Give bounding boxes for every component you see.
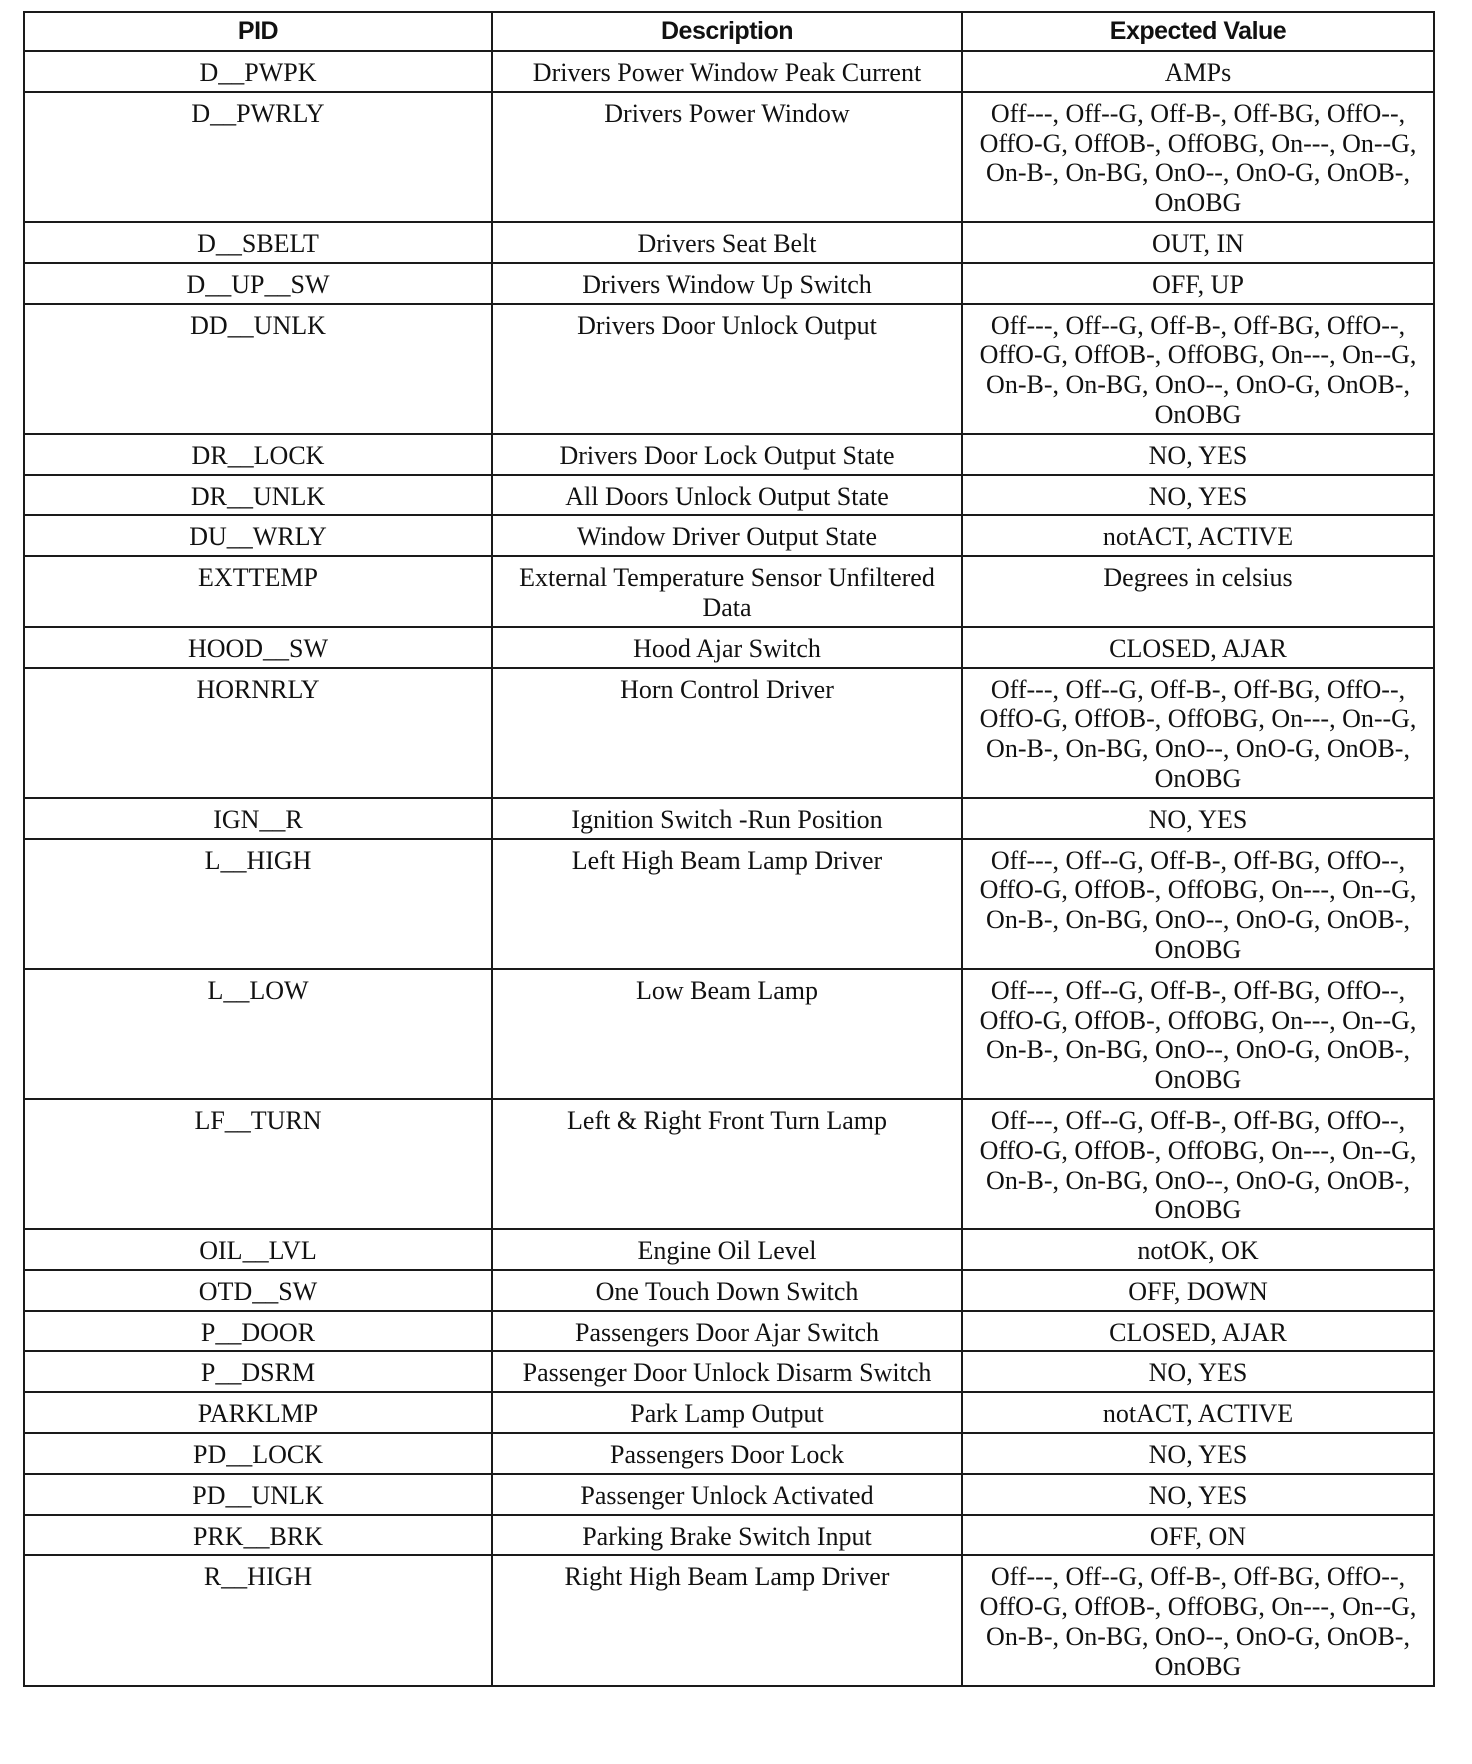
expected-value-cell: NO, YES	[962, 1351, 1434, 1392]
description-cell: Drivers Window Up Switch	[492, 263, 962, 304]
pid-cell: L__LOW	[24, 969, 492, 1099]
table-row	[24, 1351, 1434, 1392]
description-cell: One Touch Down Switch	[492, 1270, 962, 1311]
description-cell: Drivers Door Lock Output State	[492, 434, 962, 475]
table-row	[24, 1229, 1434, 1270]
expected-value-cell: NO, YES	[962, 475, 1434, 516]
description-cell: Drivers Power Window Peak Current	[492, 51, 962, 92]
expected-value-cell: notOK, OK	[962, 1229, 1434, 1270]
description-cell: Right High Beam Lamp Driver	[492, 1555, 962, 1685]
description-cell: External Temperature Sensor Unfiltered Data	[492, 556, 962, 627]
table-row	[24, 1099, 1434, 1229]
expected-value-cell: OFF, ON	[962, 1515, 1434, 1556]
description-cell: Ignition Switch -Run Position	[492, 798, 962, 839]
pid-cell: OTD__SW	[24, 1270, 492, 1311]
table-row	[24, 515, 1434, 556]
pid-cell: R__HIGH	[24, 1555, 492, 1685]
table-row	[24, 1392, 1434, 1433]
expected-value-cell: Off---, Off--G, Off-B-, Off-BG, OffO--, OffO-G, OffOB-, OffOBG, On---, On--G, On-B-, On-BG, OnO--, OnO-G, OnOB-, OnOBG	[962, 969, 1434, 1099]
pid-cell: PRK__BRK	[24, 1515, 492, 1556]
description-cell: Engine Oil Level	[492, 1229, 962, 1270]
description-cell: Left High Beam Lamp Driver	[492, 839, 962, 969]
pid-cell: PD__UNLK	[24, 1474, 492, 1515]
description-cell: Drivers Door Unlock Output	[492, 304, 962, 434]
table-row	[24, 1555, 1434, 1685]
header-description: Description	[492, 12, 962, 51]
pid-cell: EXTTEMP	[24, 556, 492, 627]
pid-cell: HORNRLY	[24, 668, 492, 798]
pid-cell: P__DSRM	[24, 1351, 492, 1392]
header-expected-value: Expected Value	[962, 12, 1434, 51]
description-cell: Parking Brake Switch Input	[492, 1515, 962, 1556]
pid-cell: P__DOOR	[24, 1311, 492, 1352]
table-row	[24, 1270, 1434, 1311]
table-row	[24, 222, 1434, 263]
expected-value-cell: NO, YES	[962, 1474, 1434, 1515]
expected-value-cell: AMPs	[962, 51, 1434, 92]
table-row	[24, 475, 1434, 516]
expected-value-cell: Degrees in celsius	[962, 556, 1434, 627]
table-row	[24, 627, 1434, 668]
pid-cell: PD__LOCK	[24, 1433, 492, 1474]
table-row	[24, 668, 1434, 798]
expected-value-cell: CLOSED, AJAR	[962, 627, 1434, 668]
table-row	[24, 263, 1434, 304]
description-cell: Passengers Door Lock	[492, 1433, 962, 1474]
description-cell: Park Lamp Output	[492, 1392, 962, 1433]
description-cell: Drivers Power Window	[492, 92, 962, 222]
table-row	[24, 556, 1434, 627]
expected-value-cell: Off---, Off--G, Off-B-, Off-BG, OffO--, OffO-G, OffOB-, OffOBG, On---, On--G, On-B-, On-BG, OnO--, OnO-G, OnOB-, OnOBG	[962, 92, 1434, 222]
pid-table-container	[23, 11, 1433, 1687]
table-row	[24, 1515, 1434, 1556]
description-cell: Left & Right Front Turn Lamp	[492, 1099, 962, 1229]
pid-cell: D__PWRLY	[24, 92, 492, 222]
pid-cell: L__HIGH	[24, 839, 492, 969]
description-cell: Horn Control Driver	[492, 668, 962, 798]
description-cell: Passenger Unlock Activated	[492, 1474, 962, 1515]
pid-cell: IGN__R	[24, 798, 492, 839]
expected-value-cell: NO, YES	[962, 1433, 1434, 1474]
table-row	[24, 434, 1434, 475]
table-row	[24, 304, 1434, 434]
pid-cell: DR__LOCK	[24, 434, 492, 475]
description-cell: Passengers Door Ajar Switch	[492, 1311, 962, 1352]
description-cell: Hood Ajar Switch	[492, 627, 962, 668]
description-cell: Window Driver Output State	[492, 515, 962, 556]
expected-value-cell: Off---, Off--G, Off-B-, Off-BG, OffO--, OffO-G, OffOB-, OffOBG, On---, On--G, On-B-, On-BG, OnO--, OnO-G, OnOB-, OnOBG	[962, 304, 1434, 434]
description-cell: Passenger Door Unlock Disarm Switch	[492, 1351, 962, 1392]
pid-cell: D__UP__SW	[24, 263, 492, 304]
expected-value-cell: Off---, Off--G, Off-B-, Off-BG, OffO--, OffO-G, OffOB-, OffOBG, On---, On--G, On-B-, On-BG, OnO--, OnO-G, OnOB-, OnOBG	[962, 668, 1434, 798]
expected-value-cell: Off---, Off--G, Off-B-, Off-BG, OffO--, OffO-G, OffOB-, OffOBG, On---, On--G, On-B-, On-BG, OnO--, OnO-G, OnOB-, OnOBG	[962, 1555, 1434, 1685]
table-row	[24, 1433, 1434, 1474]
header-pid: PID	[24, 12, 492, 51]
pid-cell: DU__WRLY	[24, 515, 492, 556]
header-row	[24, 12, 1434, 51]
pid-cell: D__SBELT	[24, 222, 492, 263]
table-row	[24, 51, 1434, 92]
table-row	[24, 1474, 1434, 1515]
pid-cell: OIL__LVL	[24, 1229, 492, 1270]
description-cell: Low Beam Lamp	[492, 969, 962, 1099]
expected-value-cell: OFF, UP	[962, 263, 1434, 304]
expected-value-cell: OFF, DOWN	[962, 1270, 1434, 1311]
table-row	[24, 839, 1434, 969]
expected-value-cell: OUT, IN	[962, 222, 1434, 263]
description-cell: Drivers Seat Belt	[492, 222, 962, 263]
description-cell: All Doors Unlock Output State	[492, 475, 962, 516]
expected-value-cell: Off---, Off--G, Off-B-, Off-BG, OffO--, OffO-G, OffOB-, OffOBG, On---, On--G, On-B-, On-BG, OnO--, OnO-G, OnOB-, OnOBG	[962, 1099, 1434, 1229]
pid-cell: D__PWPK	[24, 51, 492, 92]
table-row	[24, 1311, 1434, 1352]
table-row	[24, 969, 1434, 1099]
pid-cell: DR__UNLK	[24, 475, 492, 516]
table-row	[24, 92, 1434, 222]
expected-value-cell: notACT, ACTIVE	[962, 515, 1434, 556]
pid-cell: HOOD__SW	[24, 627, 492, 668]
pid-cell: LF__TURN	[24, 1099, 492, 1229]
expected-value-cell: CLOSED, AJAR	[962, 1311, 1434, 1352]
expected-value-cell: Off---, Off--G, Off-B-, Off-BG, OffO--, OffO-G, OffOB-, OffOBG, On---, On--G, On-B-, On-BG, OnO--, OnO-G, OnOB-, OnOBG	[962, 839, 1434, 969]
expected-value-cell: notACT, ACTIVE	[962, 1392, 1434, 1433]
expected-value-cell: NO, YES	[962, 434, 1434, 475]
pid-cell: PARKLMP	[24, 1392, 492, 1433]
pid-table	[23, 11, 1435, 1687]
expected-value-cell: NO, YES	[962, 798, 1434, 839]
table-row	[24, 798, 1434, 839]
pid-cell: DD__UNLK	[24, 304, 492, 434]
